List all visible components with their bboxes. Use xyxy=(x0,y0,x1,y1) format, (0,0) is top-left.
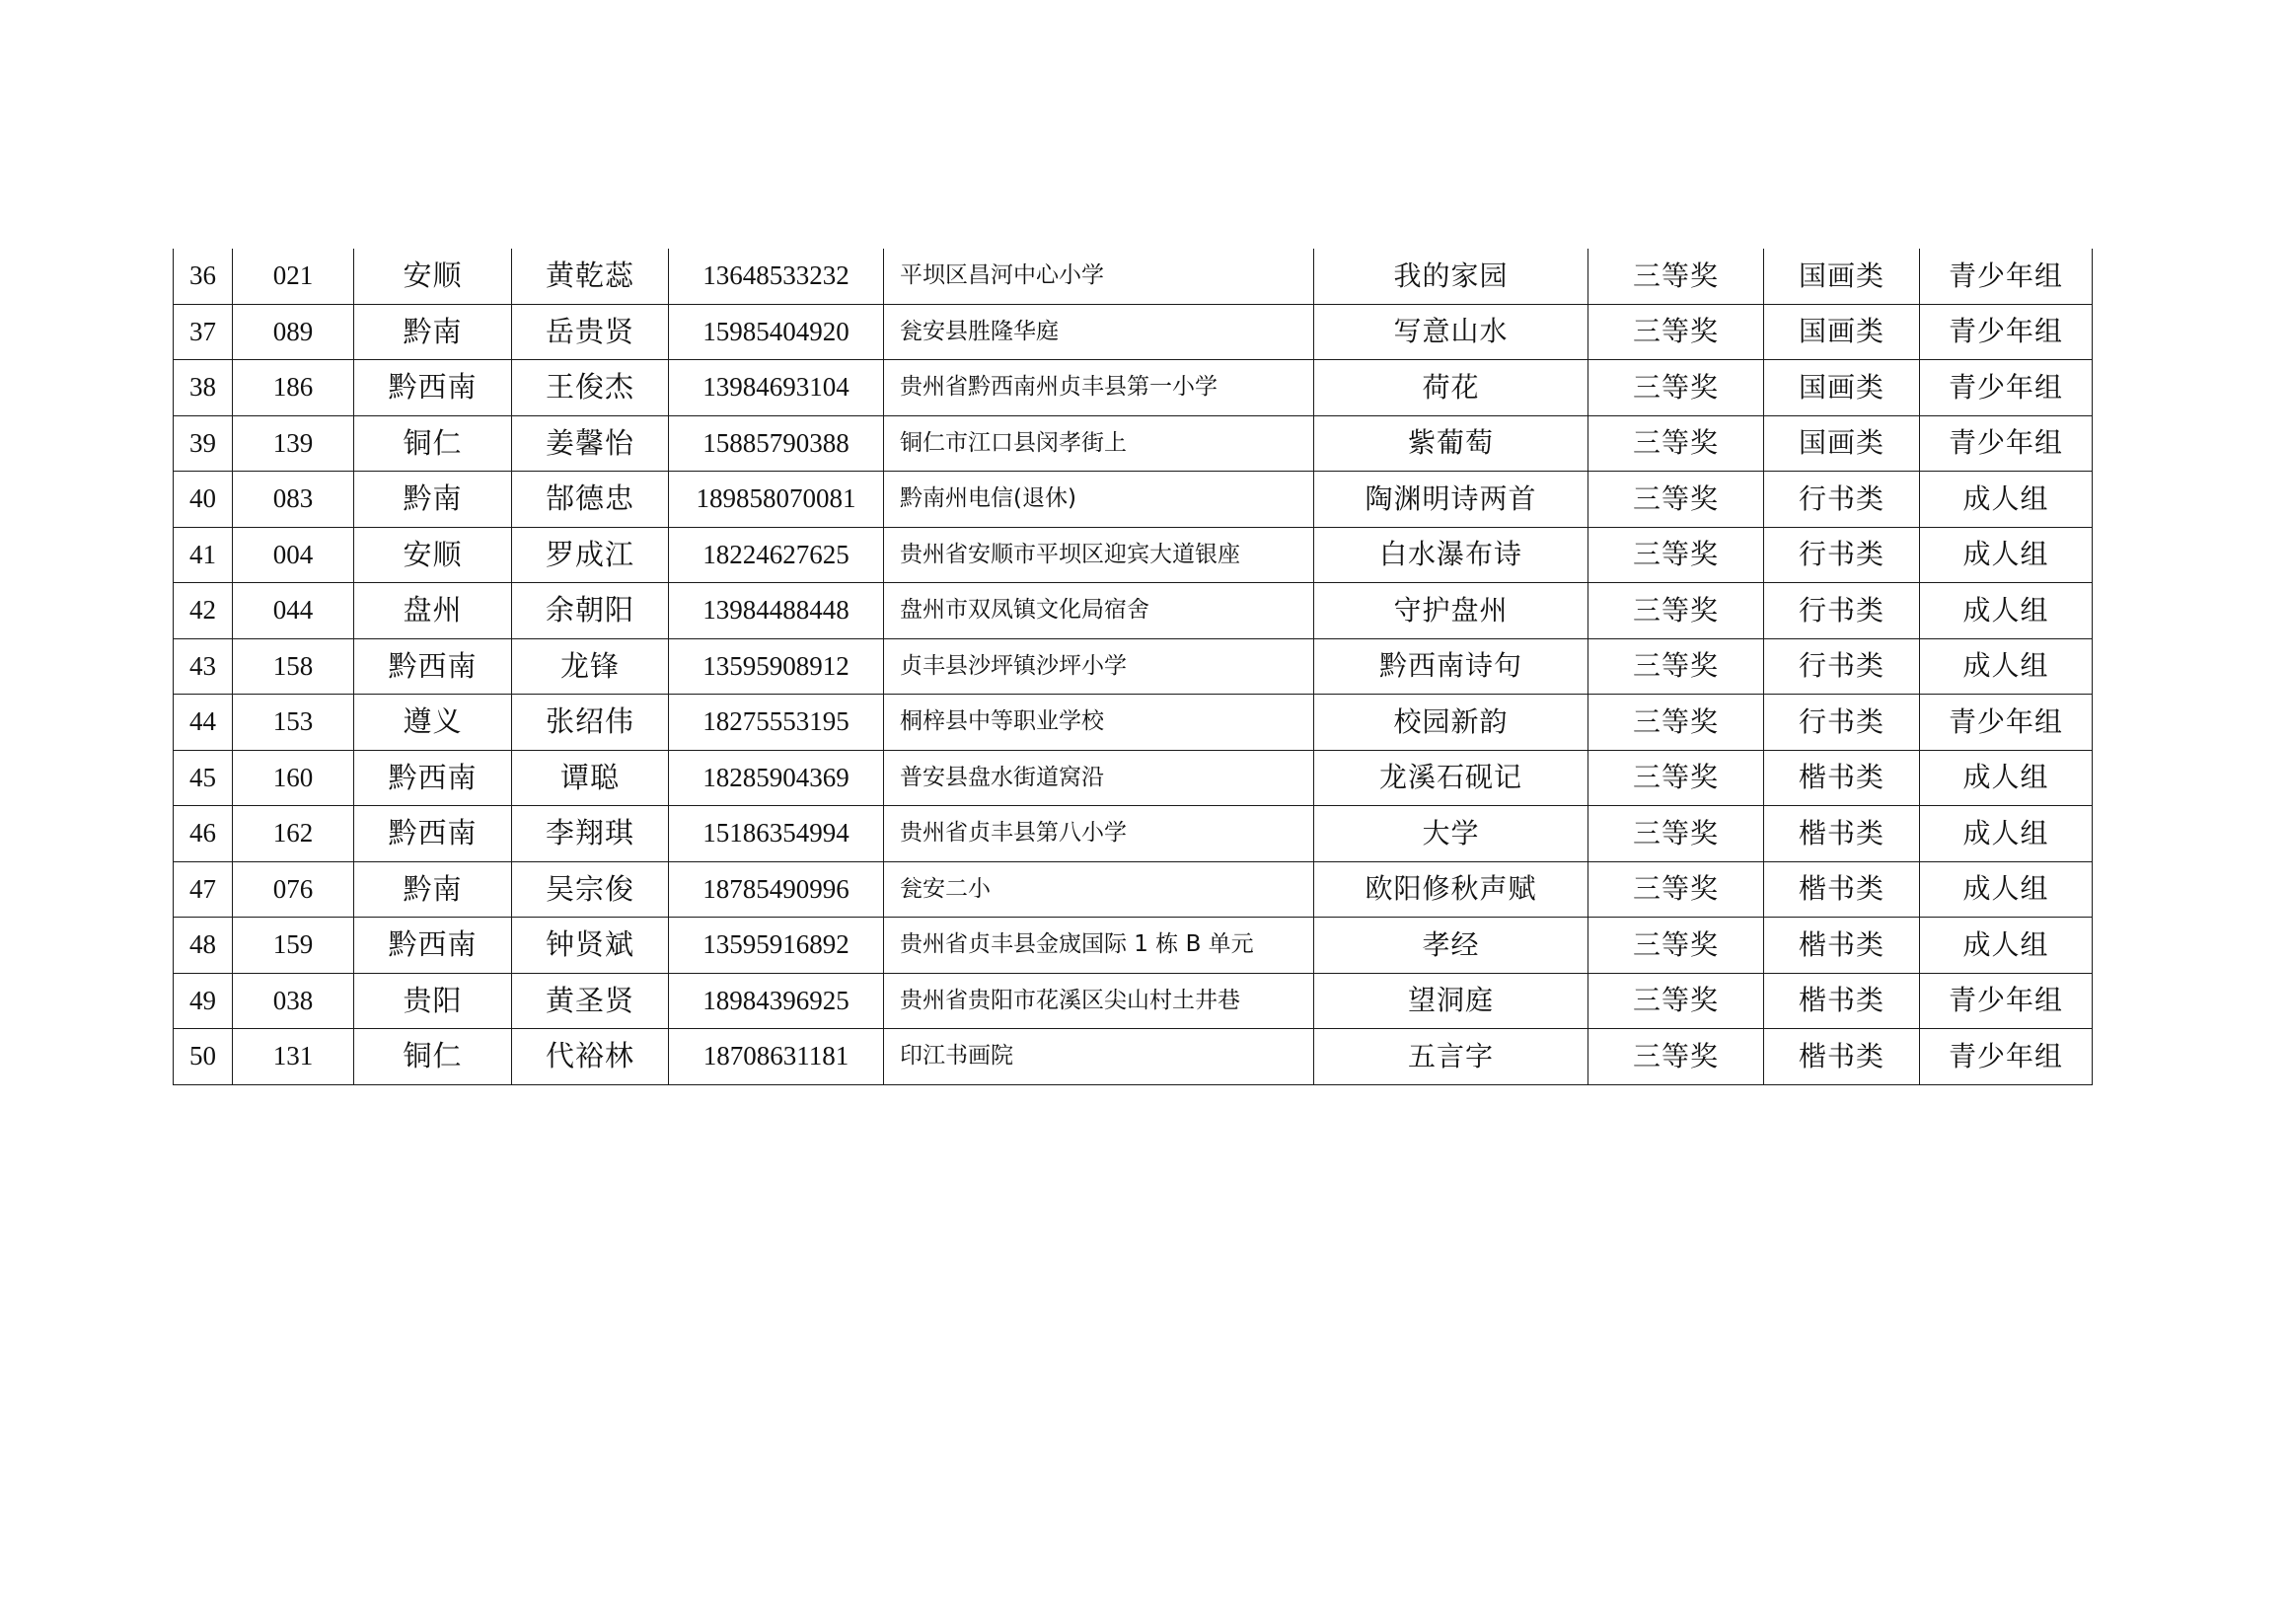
work-unit: 黔南州电信(退休) xyxy=(884,472,1314,528)
author-name: 李翔琪 xyxy=(512,806,669,862)
group-cell: 青少年组 xyxy=(1920,1029,2093,1085)
work-title: 龙溪石砚记 xyxy=(1314,750,1588,806)
phone-number: 13595916892 xyxy=(669,918,884,974)
row-number: 42 xyxy=(174,583,233,639)
row-number: 50 xyxy=(174,1029,233,1085)
award-level: 三等奖 xyxy=(1588,861,1764,918)
work-title: 白水瀑布诗 xyxy=(1314,527,1588,583)
category-cell: 楷书类 xyxy=(1764,973,1920,1029)
category-cell: 楷书类 xyxy=(1764,750,1920,806)
award-list-body xyxy=(174,249,2093,1084)
work-unit: 贵州省贞丰县金宬国际 1 栋 B 单元 xyxy=(884,918,1314,974)
row-number: 48 xyxy=(174,918,233,974)
entry-code: 076 xyxy=(233,861,354,918)
author-name: 钟贤斌 xyxy=(512,918,669,974)
group-cell: 青少年组 xyxy=(1920,695,2093,751)
author-name: 姜馨怡 xyxy=(512,415,669,472)
author-name: 龙锋 xyxy=(512,638,669,695)
group-cell: 成人组 xyxy=(1920,527,2093,583)
award-level: 三等奖 xyxy=(1588,638,1764,695)
phone-number: 18708631181 xyxy=(669,1029,884,1085)
phone-number: 18984396925 xyxy=(669,973,884,1029)
work-title: 写意山水 xyxy=(1314,304,1588,360)
author-name: 罗成江 xyxy=(512,527,669,583)
award-level: 三等奖 xyxy=(1588,973,1764,1029)
author-name: 岳贵贤 xyxy=(512,304,669,360)
phone-number: 18785490996 xyxy=(669,861,884,918)
author-name: 余朝阳 xyxy=(512,583,669,639)
work-unit: 贞丰县沙坪镇沙坪小学 xyxy=(884,638,1314,695)
work-unit: 印江书画院 xyxy=(884,1029,1314,1085)
region-cell: 黔西南 xyxy=(354,638,512,695)
phone-number: 15885790388 xyxy=(669,415,884,472)
phone-number: 13648533232 xyxy=(669,249,884,304)
region-cell: 黔南 xyxy=(354,304,512,360)
table-row xyxy=(174,918,2093,974)
work-title: 荷花 xyxy=(1314,360,1588,416)
entry-code: 159 xyxy=(233,918,354,974)
work-title: 孝经 xyxy=(1314,918,1588,974)
group-cell: 青少年组 xyxy=(1920,304,2093,360)
row-number: 47 xyxy=(174,861,233,918)
region-cell: 铜仁 xyxy=(354,415,512,472)
work-title: 黔西南诗句 xyxy=(1314,638,1588,695)
region-cell: 安顺 xyxy=(354,249,512,304)
entry-code: 004 xyxy=(233,527,354,583)
category-cell: 国画类 xyxy=(1764,415,1920,472)
row-number: 40 xyxy=(174,472,233,528)
phone-number: 15985404920 xyxy=(669,304,884,360)
category-cell: 行书类 xyxy=(1764,527,1920,583)
award-level: 三等奖 xyxy=(1588,415,1764,472)
phone-number: 189858070081 xyxy=(669,472,884,528)
table-row xyxy=(174,973,2093,1029)
phone-number: 18285904369 xyxy=(669,750,884,806)
phone-number: 13595908912 xyxy=(669,638,884,695)
group-cell: 成人组 xyxy=(1920,806,2093,862)
region-cell: 盘州 xyxy=(354,583,512,639)
author-name: 王俊杰 xyxy=(512,360,669,416)
entry-code: 160 xyxy=(233,750,354,806)
region-cell: 安顺 xyxy=(354,527,512,583)
author-name: 张绍伟 xyxy=(512,695,669,751)
award-level: 三等奖 xyxy=(1588,527,1764,583)
entry-code: 089 xyxy=(233,304,354,360)
group-cell: 青少年组 xyxy=(1920,360,2093,416)
work-unit: 平坝区昌河中心小学 xyxy=(884,249,1314,304)
phone-number: 15186354994 xyxy=(669,806,884,862)
work-unit: 铜仁市江口县闵孝街上 xyxy=(884,415,1314,472)
award-level: 三等奖 xyxy=(1588,360,1764,416)
row-number: 43 xyxy=(174,638,233,695)
group-cell: 成人组 xyxy=(1920,583,2093,639)
table-row xyxy=(174,583,2093,639)
category-cell: 楷书类 xyxy=(1764,918,1920,974)
work-title: 紫葡萄 xyxy=(1314,415,1588,472)
award-level: 三等奖 xyxy=(1588,304,1764,360)
region-cell: 遵义 xyxy=(354,695,512,751)
row-number: 37 xyxy=(174,304,233,360)
table-row xyxy=(174,1029,2093,1085)
region-cell: 黔西南 xyxy=(354,360,512,416)
row-number: 41 xyxy=(174,527,233,583)
table-row xyxy=(174,806,2093,862)
row-number: 36 xyxy=(174,249,233,304)
table-row xyxy=(174,304,2093,360)
phone-number: 13984488448 xyxy=(669,583,884,639)
table-row xyxy=(174,750,2093,806)
work-title: 大学 xyxy=(1314,806,1588,862)
author-name: 黄乾蕊 xyxy=(512,249,669,304)
entry-code: 186 xyxy=(233,360,354,416)
group-cell: 成人组 xyxy=(1920,638,2093,695)
table-row xyxy=(174,695,2093,751)
award-level: 三等奖 xyxy=(1588,695,1764,751)
category-cell: 楷书类 xyxy=(1764,1029,1920,1085)
award-level: 三等奖 xyxy=(1588,583,1764,639)
award-level: 三等奖 xyxy=(1588,750,1764,806)
work-unit: 普安县盘水街道窝沿 xyxy=(884,750,1314,806)
author-name: 代裕林 xyxy=(512,1029,669,1085)
category-cell: 楷书类 xyxy=(1764,806,1920,862)
work-title: 校园新韵 xyxy=(1314,695,1588,751)
group-cell: 青少年组 xyxy=(1920,973,2093,1029)
work-unit: 贵州省贵阳市花溪区尖山村土井巷 xyxy=(884,973,1314,1029)
group-cell: 青少年组 xyxy=(1920,249,2093,304)
row-number: 45 xyxy=(174,750,233,806)
table-row xyxy=(174,415,2093,472)
table-row xyxy=(174,360,2093,416)
group-cell: 成人组 xyxy=(1920,472,2093,528)
group-cell: 青少年组 xyxy=(1920,415,2093,472)
entry-code: 131 xyxy=(233,1029,354,1085)
author-name: 吴宗俊 xyxy=(512,861,669,918)
region-cell: 铜仁 xyxy=(354,1029,512,1085)
work-title: 守护盘州 xyxy=(1314,583,1588,639)
entry-code: 162 xyxy=(233,806,354,862)
category-cell: 行书类 xyxy=(1764,695,1920,751)
region-cell: 黔西南 xyxy=(354,750,512,806)
award-level: 三等奖 xyxy=(1588,918,1764,974)
work-unit: 瓮安县胜隆华庭 xyxy=(884,304,1314,360)
table-row xyxy=(174,638,2093,695)
group-cell: 成人组 xyxy=(1920,918,2093,974)
award-level: 三等奖 xyxy=(1588,806,1764,862)
category-cell: 国画类 xyxy=(1764,304,1920,360)
work-unit: 贵州省安顺市平坝区迎宾大道银座 xyxy=(884,527,1314,583)
phone-number: 18275553195 xyxy=(669,695,884,751)
entry-code: 083 xyxy=(233,472,354,528)
category-cell: 楷书类 xyxy=(1764,861,1920,918)
row-number: 44 xyxy=(174,695,233,751)
category-cell: 国画类 xyxy=(1764,360,1920,416)
award-level: 三等奖 xyxy=(1588,249,1764,304)
category-cell: 行书类 xyxy=(1764,583,1920,639)
entry-code: 044 xyxy=(233,583,354,639)
category-cell: 行书类 xyxy=(1764,472,1920,528)
category-cell: 行书类 xyxy=(1764,638,1920,695)
row-number: 46 xyxy=(174,806,233,862)
row-number: 49 xyxy=(174,973,233,1029)
entry-code: 158 xyxy=(233,638,354,695)
author-name: 谭聪 xyxy=(512,750,669,806)
work-unit: 桐梓县中等职业学校 xyxy=(884,695,1314,751)
group-cell: 成人组 xyxy=(1920,750,2093,806)
entry-code: 038 xyxy=(233,973,354,1029)
region-cell: 黔西南 xyxy=(354,918,512,974)
work-title: 五言字 xyxy=(1314,1029,1588,1085)
row-number: 39 xyxy=(174,415,233,472)
work-title: 我的家园 xyxy=(1314,249,1588,304)
row-number: 38 xyxy=(174,360,233,416)
work-title: 陶渊明诗两首 xyxy=(1314,472,1588,528)
award-level: 三等奖 xyxy=(1588,1029,1764,1085)
table-row xyxy=(174,472,2093,528)
region-cell: 黔南 xyxy=(354,472,512,528)
work-unit: 盘州市双凤镇文化局宿舍 xyxy=(884,583,1314,639)
work-unit: 贵州省贞丰县第八小学 xyxy=(884,806,1314,862)
entry-code: 153 xyxy=(233,695,354,751)
award-level: 三等奖 xyxy=(1588,472,1764,528)
table-row xyxy=(174,861,2093,918)
phone-number: 18224627625 xyxy=(669,527,884,583)
entry-code: 139 xyxy=(233,415,354,472)
group-cell: 成人组 xyxy=(1920,861,2093,918)
work-title: 望洞庭 xyxy=(1314,973,1588,1029)
entry-code: 021 xyxy=(233,249,354,304)
award-list-table xyxy=(173,249,2093,1085)
phone-number: 13984693104 xyxy=(669,360,884,416)
author-name: 郜德忠 xyxy=(512,472,669,528)
region-cell: 黔南 xyxy=(354,861,512,918)
work-unit: 瓮安二小 xyxy=(884,861,1314,918)
region-cell: 黔西南 xyxy=(354,806,512,862)
table-row xyxy=(174,249,2093,304)
region-cell: 贵阳 xyxy=(354,973,512,1029)
work-title: 欧阳修秋声赋 xyxy=(1314,861,1588,918)
work-unit: 贵州省黔西南州贞丰县第一小学 xyxy=(884,360,1314,416)
category-cell: 国画类 xyxy=(1764,249,1920,304)
table-row xyxy=(174,527,2093,583)
author-name: 黄圣贤 xyxy=(512,973,669,1029)
